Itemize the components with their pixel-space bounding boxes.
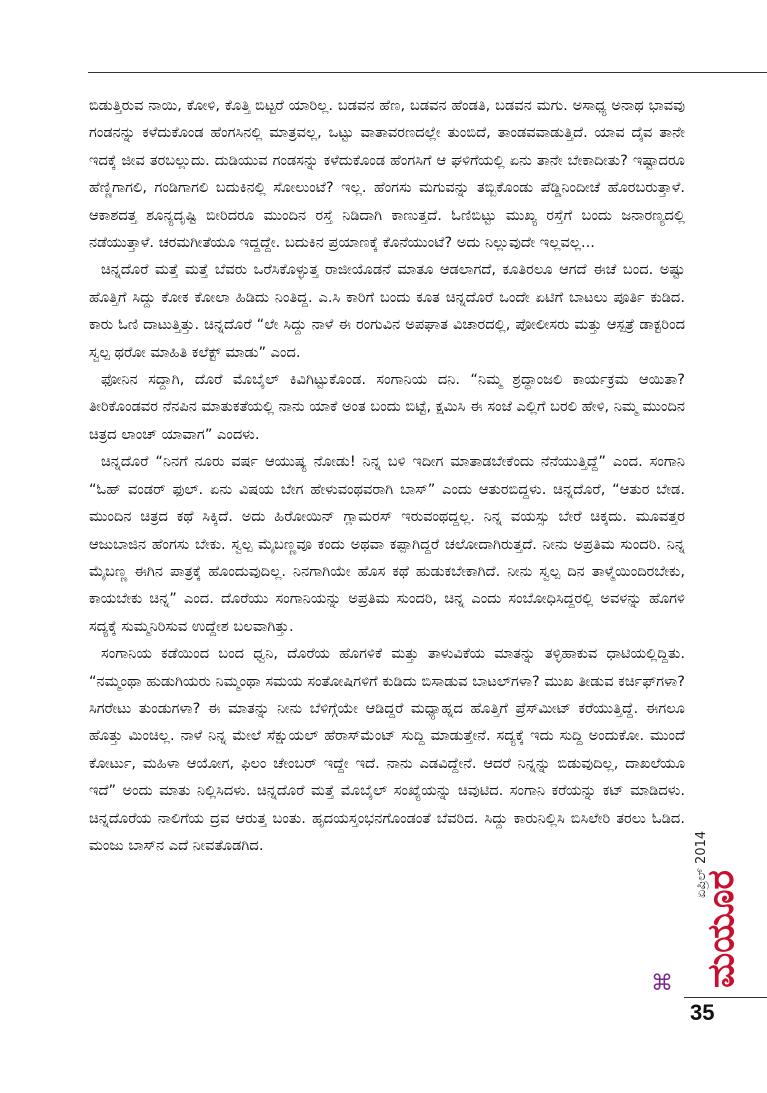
header-rule: [88, 72, 767, 73]
page-number: 35: [690, 1000, 715, 1025]
article-paragraph-2: ಚಿನ್ನದೊರೆ ಮತ್ತೆ ಮತ್ತೆ ಬೆವರು ಒರೆಸಿಕೊಳ್ಳುತ್ತ ರಾಜೀಯೊಡನೆ ಮಾತೂ ಆಡಲಾಗದೆ, ಕೂತಿರಲೂ ಆಗದೆ ಈಚೆ ಬಂದ. ಅಷ್ಟು ಹೊತ್ತಿಗೆ ಸಿದ್ದು ಕೋಕ ಕೋಲಾ ಹಿಡಿದು ನಿಂತಿದ್ದ. ಎ.ಸಿ ಕಾರಿಗೆ ಬಂದು ಕೂತ ಚಿನ್ನದೊರೆ ಒಂದೇ ಏಟಿಗೆ ಬಾಟಲು ಪೂರ್ತಿ ಕುಡಿದ. ಕಾರು ಓಣಿ ದಾಟುತ್ತಿತ್ತು. ಚಿನ್ನದೊರೆ “ಲೇ ಸಿದ್ದು ನಾಳೆ ಈ ರಂಗುವಿನ ಅಪಘಾತ ವಿಚಾರದಲ್ಲಿ, ಪೋಲೀಸರು ಮತ್ತು ಆಸ್ಪತ್ರೆ ಡಾಕ್ಟರಿಂದ ಸ್ವಲ್ಪ ಥರೋ ಮಾಹಿತಿ ಕಲೆಕ್ಟ್ ಮಾಡು” ಎಂದ.: [89, 261, 685, 361]
article-paragraph-3: ಫೋನಿನ ಸದ್ದಾಗಿ, ದೊರೆ ಮೊಬೈಲ್ ಕಿವಿಗಿಟ್ಟುಕೊಂಡ. ಸಂಗಾನಿಯ ದನಿ. “ನಿಮ್ಮ ಶ್ರದ್ಧಾಂಜಲಿ ಕಾರ್ಯಕ್ರಮ ಆಯಿತಾ? ತೀರಿಕೊಂಡವರ ನೆನಪಿನ ಮಾತುಕತೆಯಲ್ಲಿ ನಾನು ಯಾಕೆ ಅಂತ ಬಂದು ಬಿಟ್ಟೆ, ಕ್ಷಮಿಸಿ ಈ ಸಂಜೆ ಎಲ್ಲಿಗೆ ಬರಲಿ ಹೇಳಿ, ನಿಮ್ಮ ಮುಂದಿನ ಚಿತ್ರದ ಲಾಂಚ್ ಯಾವಾಗ” ಎಂದಳು.: [89, 371, 685, 443]
peacock-emblem-icon: ⌘: [651, 971, 673, 996]
article-paragraph-5: ಸಂಗಾನಿಯ ಕಡೆಯಿಂದ ಬಂದ ಧ್ವನಿ, ದೊರೆಯ ಹೊಗಳಿಕೆ ಮತ್ತು ತಾಳುವಿಕೆಯ ಮಾತನ್ನು ತಳ್ಳಿಹಾಕುವ ಧಾಟಿಯಲ್ಲಿದ್ದಿತು. “ನಮ್ಮಂಥಾ ಹುಡುಗಿಯರು ನಿಮ್ಮಂಥಾ ಸಮಯ ಸಂತೋಷಿಗಳಿಗೆ ಕುಡಿದು ಬಿಸಾಡುವ ಬಾಟಲ್‌ಗಳಾ? ಮುಖ ತೀಡುವ ಕರ್ಚಿಫ್‌ಗಳಾ? ಸಿಗರೇಟು ತುಂಡುಗಳಾ? ಈ ಮಾತನ್ನು ನೀನು ಬೆಳಿಗ್ಗೆಯೇ ಆಡಿದ್ದರೆ ಮಧ್ಯಾಹ್ನದ ಹೊತ್ತಿಗೆ ಪ್ರೆಸ್‌ಮೀಟ್ ಕರೆಯುತ್ತಿದ್ದೆ. ಈಗಲೂ ಹೊತ್ತು ಮಿಂಚಿಲ್ಲ. ನಾಳೆ ನಿನ್ನ ಮೇಲೆ ಸೆಕ್ಷುಯಲ್ ಹೆರಾಸ್‌ಮೆಂಟ್ ಸುದ್ದಿ ಮಾಡುತ್ತೇನೆ. ಸದ್ಯಕ್ಕೆ ಇದು ಸುದ್ದಿ ಅಂದುಕೋ. ಮುಂದೆ ಕೋರ್ಟು, ಮಹಿಳಾ ಆಯೋಗ, ಫಿಲಂ ಚೇಂಬರ್ ಇದ್ದೇ ಇದೆ. ನಾನು ಎಡವಿದ್ದೇನೆ. ಆದರೆ ನಿನ್ನನ್ನು ಬಿಡುವುದಿಲ್ಲ, ದಾಖಲೆಯೂ ಇದೆ” ಅಂದು ಮಾತು ನಿಲ್ಲಿಸಿದಳು. ಚಿನ್ನದೊರೆ ಮತ್ತೆ ಮೊಬೈಲ್ ಸಂಖ್ಯೆಯನ್ನು ಚಿವುಟಿದ. ಸಂಗಾನಿ ಕರೆಯನ್ನು ಕಟ್ ಮಾಡಿದಳು. ಚಿನ್ನದೊರೆಯ ನಾಲಿಗೆಯ ದ್ರವ ಆರುತ್ತ ಬಂತು. ಹೃದಯಸ್ತಂಭನಗೊಂಡಂತೆ ಬೆವರಿದ. ಸಿದ್ದು ಕಾರುನಿಲ್ಲಿಸಿ ಬಿಸಿಲೇರಿ ತರಲು ಓಡಿದ. ಮಂಜು ಬಾಸ್‌ನ ಎದೆ ನೀವತೊಡಗಿದ.: [89, 645, 685, 854]
magazine-title: ಮಯೂರ: [699, 870, 742, 988]
article-body: [89, 92, 685, 859]
footer-rule: [684, 997, 767, 998]
issue-date: ಏಪ್ರಿಲ್ 2014: [694, 830, 709, 898]
article-paragraph-1: ಬಿಡುತ್ತಿರುವ ನಾಯಿ, ಕೋಳಿ, ಕೊತ್ತಿ ಬಿಟ್ಟರೆ ಯಾರಿಲ್ಲ. ಬಡವನ ಹೆಣ, ಬಡವನ ಹೆಂಡತಿ, ಬಡವನ ಮಗು. ಅಸಾಧ್ಯ ಅನಾಥ ಭಾವವು ಗಂಡನನ್ನು ಕಳೆದುಕೊಂಡ ಹೆಂಗಸಿನಲ್ಲಿ ಮಾತ್ರವಲ್ಲ, ಒಟ್ಟು ವಾತಾವರಣದಲ್ಲೇ ತುಂಬಿದೆ, ತಾಂಡವವಾಡುತ್ತಿದೆ. ಯಾವ ದೈವ ತಾನೇ ಇದಕ್ಕೆ ಜೀವ ತರಬಲ್ಲುದು. ದುಡಿಯುವ ಗಂಡಸನ್ನು ಕಳೆದುಕೊಂಡ ಹೆಂಗಸಿಗೆ ಆ ಘಳಿಗೆಯಲ್ಲಿ ಏನು ತಾನೇ ಬೇಕಾದೀತು? ಇಷ್ಟಾದರೂ ಹೆಣ್ಣಿಗಾಗಲಿ, ಗಂಡಿಗಾಗಲಿ ಬದುಕಿನಲ್ಲಿ ಸೋಲುಂಟೆ? ಇಲ್ಲ. ಹೆಂಗಸು ಮಗುವನ್ನು ತಬ್ಬಿಕೊಂಡು ಪೆಡ್ಡಿನಿಂದೀಚೆ ಹೊರಬರುತ್ತಾಳೆ. ಆಕಾಶದತ್ತ ಶೂನ್ಯದೃಷ್ಟಿ ಬೀರಿದರೂ ಮುಂದಿನ ರಸ್ತೆ ನಿಡಿದಾಗಿ ಕಾಣುತ್ತದೆ. ಓಣಿಬಿಟ್ಟು ಮುಖ್ಯ ರಸ್ತೆಗೆ ಬಂದು ಜನಾರಣ್ಯದಲ್ಲಿ ನಡೆಯುತ್ತಾಳೆ. ಚರಮಗೀತೆಯೂ ಇದ್ದದ್ದೇ. ಬದುಕಿನ ಪ್ರಯಾಣಕ್ಕೆ ಕೊನೆಯುಂಟೆ? ಅದು ನಿಲ್ಲುವುದೇ ಇಲ್ಲವಲ್ಲ...: [89, 97, 685, 252]
article-paragraph-4: ಚಿನ್ನದೊರೆ “ನಿನಗೆ ನೂರು ವರ್ಷ ಆಯುಷ್ಯ ನೋಡು! ನಿನ್ನ ಬಳಿ ಇದೀಗ ಮಾತಾಡಬೇಕೆಂದು ನೆನೆಯುತ್ತಿದ್ದೆ” ಎಂದ. ಸಂಗಾನಿ “ಓಹ್ ವಂಡರ್ ಫುಲ್. ಏನು ವಿಷಯ ಬೇಗ ಹೇಳುವಂಥವರಾಗಿ ಬಾಸ್” ಎಂದು ಆತುರಬಿದ್ದಳು. ಚಿನ್ನದೊರೆ, “ಆತುರ ಬೇಡ. ಮುಂದಿನ ಚಿತ್ರದ ಕಥೆ ಸಿಕ್ಕಿದೆ. ಅದು ಹಿರೋಯಿನ್ ಗ್ಲಾಮರಸ್ ಇರುವಂಥದ್ದಲ್ಲ. ನಿನ್ನ ವಯಸ್ಸು ಬೇರೆ ಚಿಕ್ಕದು. ಮೂವತ್ತರ ಆಜುಬಾಜಿನ ಹೆಂಗಸು ಬೇಕು. ಸ್ವಲ್ಪ ಮೈಬಣ್ಣವೂ ಕಂದು ಅಥವಾ ಕಪ್ಪಾಗಿದ್ದರೆ ಚಲೋದಾಗಿರುತ್ತದೆ. ನೀನು ಅಪ್ರತಿಮ ಸುಂದರಿ. ನಿನ್ನ ಮೈಬಣ್ಣ ಈಗಿನ ಪಾತ್ರಕ್ಕೆ ಹೊಂದುವುದಿಲ್ಲ. ನಿನಗಾಗಿಯೇ ಹೊಸ ಕಥೆ ಹುಡುಕಬೇಕಾಗಿದೆ. ನೀನು ಸ್ವಲ್ಪ ದಿನ ತಾಳ್ಮೆಯಿಂದಿರಬೇಕು, ಕಾಯಬೇಕು ಚಿನ್ನ” ಎಂದ. ದೊರೆಯು ಸಂಗಾನಿಯನ್ನು ಅಪ್ರತಿಮ ಸುಂದರಿ, ಚಿನ್ನ ಎಂದು ಸಂಬೋಧಿಸಿದ್ದರಲ್ಲಿ ಅವಳನ್ನು ಹೊಗಳಿ ಸದ್ಯಕ್ಕೆ ಸುಮ್ಮನಿರಿಸುವ ಉದ್ದೇಶ ಬಲವಾಗಿತ್ತು.: [89, 453, 685, 635]
